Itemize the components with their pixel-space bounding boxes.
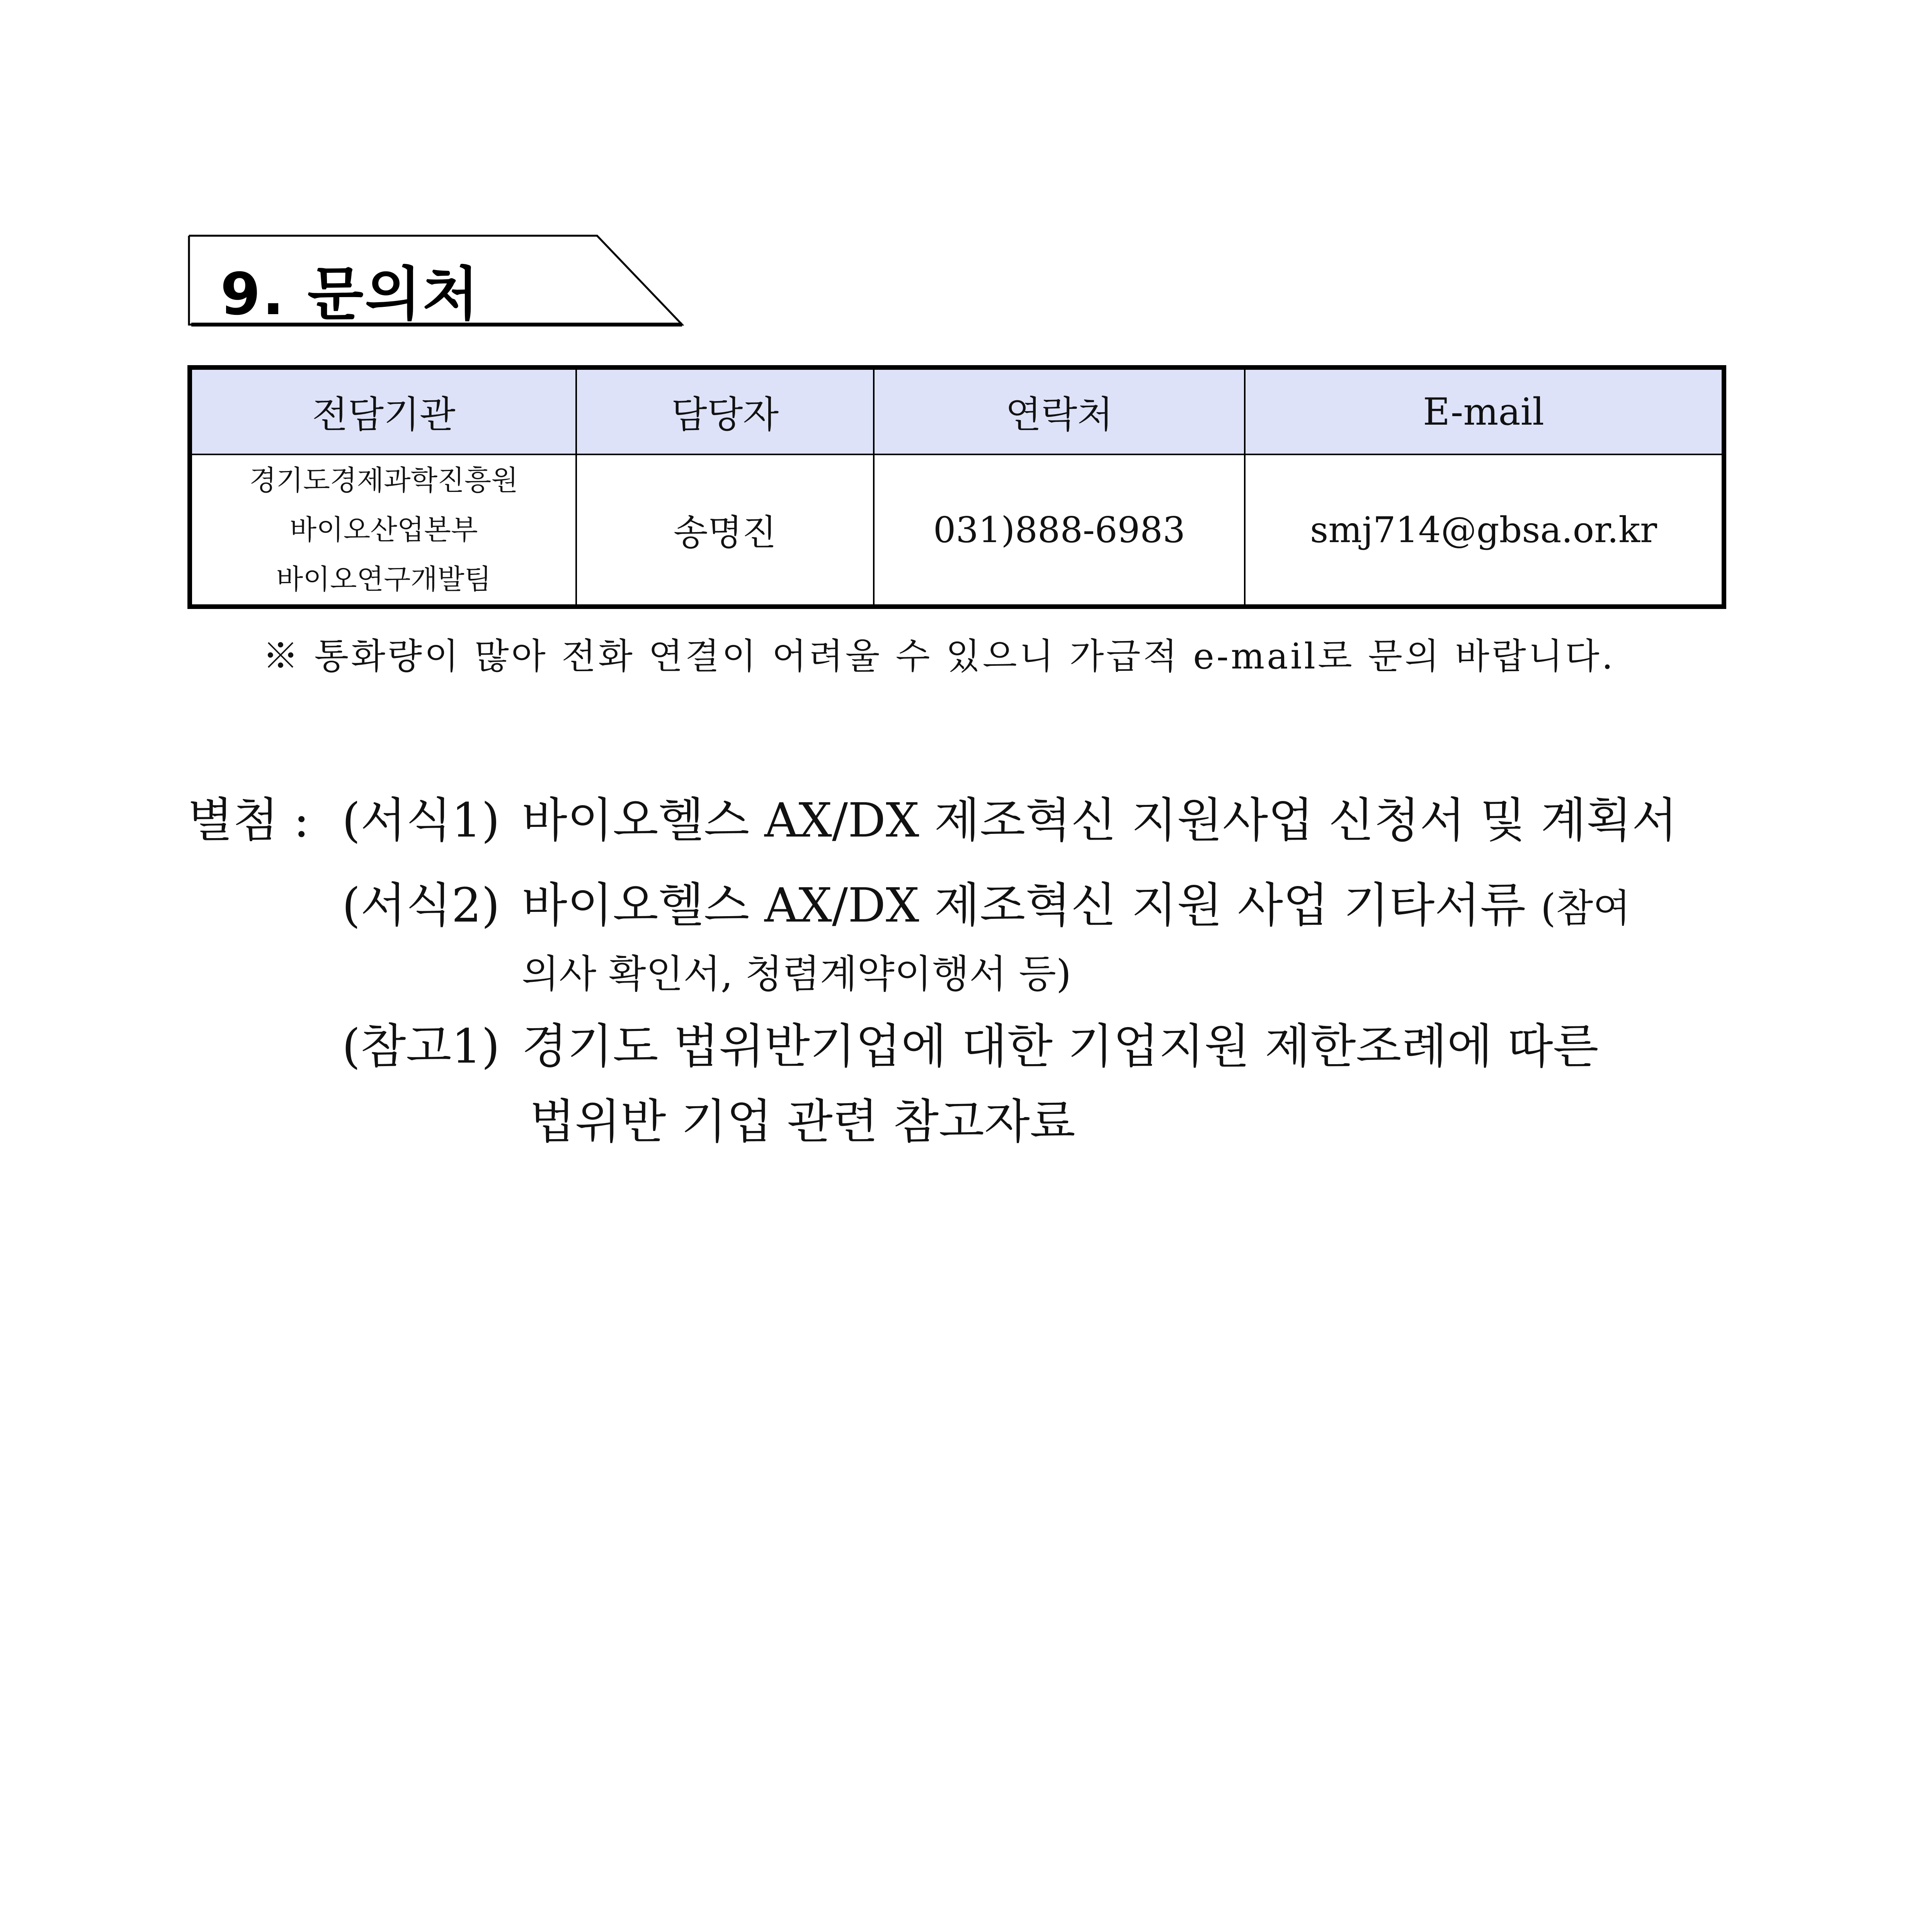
attachments-label: 별첨 :: [187, 793, 310, 848]
contact-table: [187, 365, 1726, 609]
attachment-tag: (서식2): [342, 878, 500, 933]
agency-line: 바이오산업본부: [289, 514, 478, 546]
agency-line: 바이오연구개발팀: [276, 563, 492, 595]
attachment-text-small: (참여: [1540, 886, 1631, 931]
cell-email[interactable]: smj714@gbsa.or.kr: [1245, 454, 1724, 607]
attachment-text-cont: 법위반 기업 관련 참고자료: [529, 1094, 1075, 1149]
contact-note: ※ 통화량이 많아 전화 연결이 어려울 수 있으니 가급적 e-mail로 문의 바랍니다.: [263, 636, 1615, 677]
header-phone: 연락처: [874, 367, 1245, 454]
header-email: E-mail: [1245, 367, 1724, 454]
section-heading: [187, 232, 684, 328]
attachment-text: 바이오헬스 AX/DX 제조혁신 지원사업 신청서 및 계획서: [522, 793, 1678, 848]
header-agency: 전담기관: [190, 367, 576, 454]
agency-line: 경기도경제과학진흥원: [249, 464, 518, 497]
cell-phone: 031)888-6983: [874, 454, 1245, 607]
header-person: 담당자: [576, 367, 874, 454]
table-header-row: [190, 367, 1724, 454]
attachment-text-main: 바이오헬스 AX/DX 제조혁신 지원 사업 기타서류: [522, 878, 1526, 933]
section-title: [220, 247, 480, 331]
section-title-text: 문의처: [307, 261, 480, 328]
attachment-text-cont: 의사 확인서, 청렴계약이행서 등): [522, 951, 1071, 997]
attachment-tag: (참고1): [342, 1019, 500, 1074]
cell-person: 송명진: [576, 454, 874, 607]
section-number: 9.: [220, 261, 286, 328]
table-row: [190, 454, 1724, 607]
attachment-text: [522, 867, 1630, 935]
attachment-text: 경기도 법위반기업에 대한 기업지원 제한조례에 따른: [522, 1019, 1599, 1074]
attachment-tag: (서식1): [342, 793, 500, 848]
cell-agency: [190, 454, 576, 607]
